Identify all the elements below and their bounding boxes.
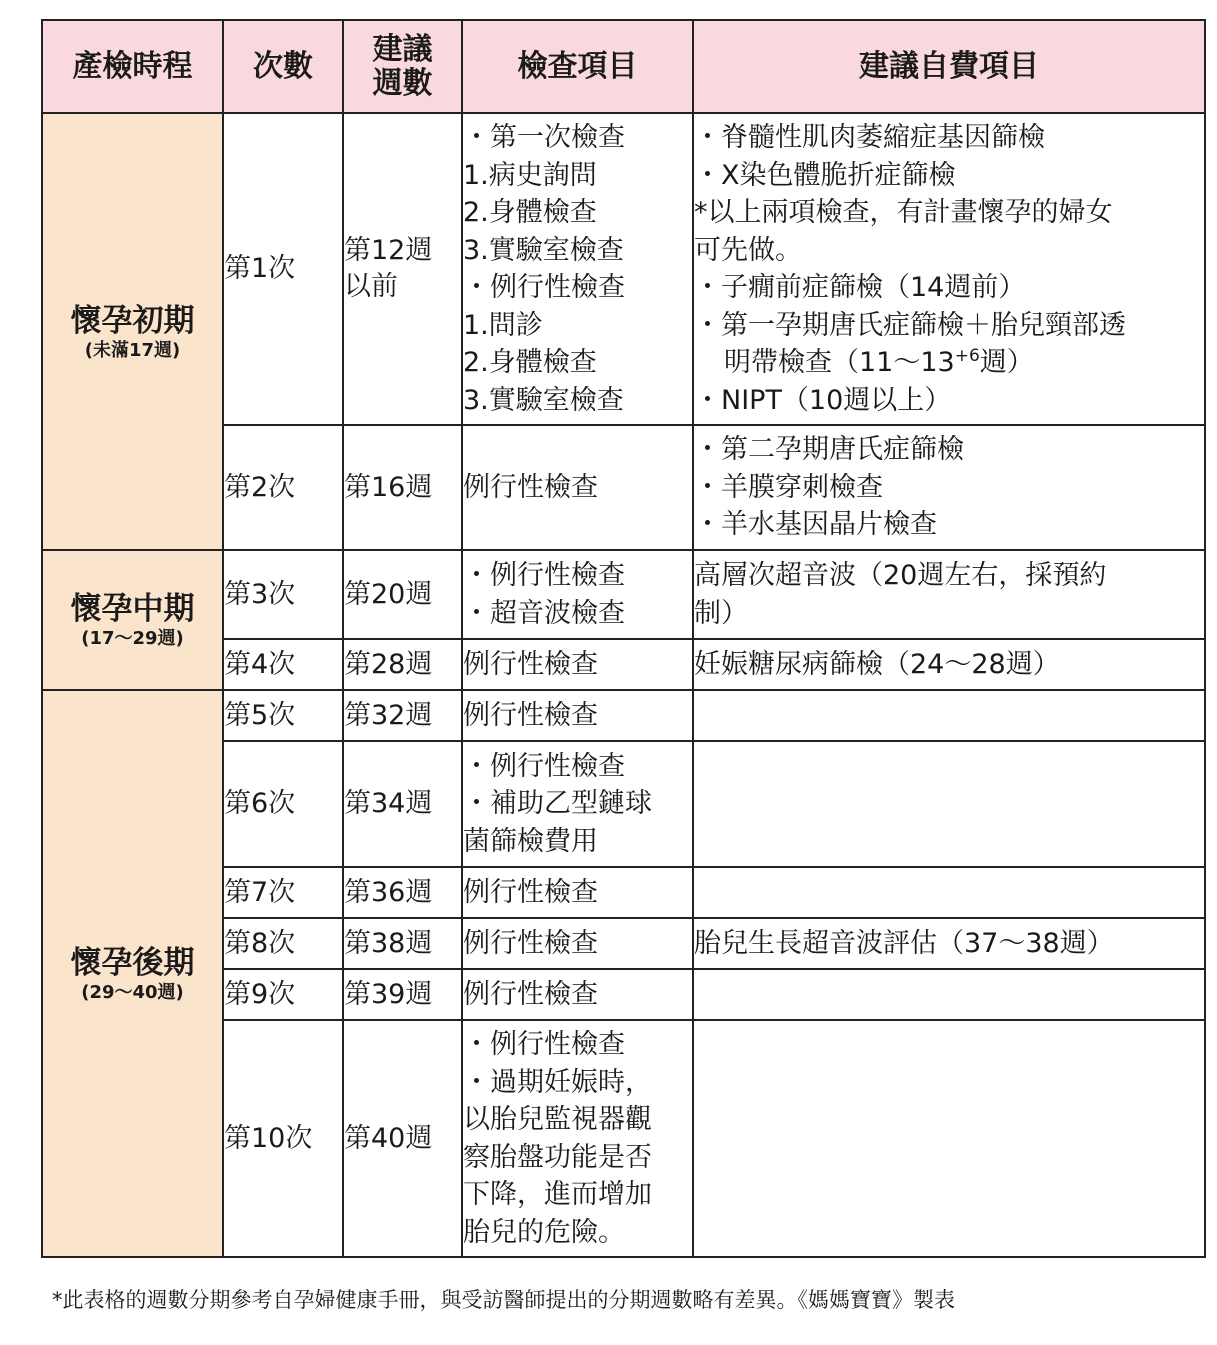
- self-pay-items: 胎兒生長超音波評估（37～38週）: [693, 918, 1205, 969]
- check-items: 例行性檢查: [462, 867, 693, 918]
- header-count: 次數: [223, 20, 343, 113]
- item-line: ・例行性檢查: [463, 272, 625, 303]
- phase-early: [42, 113, 223, 550]
- check-items: 例行性檢查: [462, 639, 693, 690]
- fee-line: [694, 344, 1204, 382]
- visit-week: 第28週: [343, 639, 462, 690]
- visit-week: 第32週: [343, 690, 462, 741]
- visit-week: 第36週: [343, 867, 462, 918]
- self-pay-items: [693, 113, 1205, 425]
- check-items: [462, 113, 693, 425]
- visit-count: 第7次: [223, 867, 343, 918]
- visit-week: [343, 113, 462, 425]
- phase-mid-range: (17～29週): [81, 628, 184, 649]
- item-line: 1.病史詢問: [463, 159, 597, 191]
- item-line: 2.身體檢查: [463, 347, 597, 378]
- item-line: ・例行性檢查: [463, 750, 625, 782]
- fee-line: ・NIPT（10週以上）: [694, 384, 952, 416]
- fee-superscript: +6: [954, 346, 980, 366]
- self-pay-items: [693, 867, 1205, 918]
- fee-line-text: 週）: [979, 347, 1034, 378]
- item-line: ・過期妊娠時，: [463, 1066, 652, 1098]
- visit-count: 第4次: [223, 639, 343, 690]
- table-row: [42, 113, 1205, 425]
- item-line: 菌篩檢費用: [463, 825, 598, 857]
- fee-line: ・X染色體脆折症篩檢: [694, 159, 956, 191]
- visit-count: 第2次: [223, 425, 343, 550]
- fee-line: ・羊水基因晶片檢查: [694, 509, 937, 541]
- check-items: [462, 550, 693, 639]
- visit-count: 第9次: [223, 969, 343, 1020]
- item-line: 察胎盤功能是否: [463, 1141, 652, 1173]
- visit-count: 第5次: [223, 690, 343, 741]
- fee-line: 可先做。: [694, 234, 802, 266]
- fee-line: 高層次超音波（20週左右，採預約: [694, 560, 1107, 591]
- visit-week: 第16週: [343, 425, 462, 550]
- header-items: 檢查項目: [462, 20, 693, 113]
- check-items: 例行性檢查: [462, 969, 693, 1020]
- visit-count: 第1次: [223, 113, 343, 425]
- fee-line: *以上兩項檢查，有計畫懷孕的婦女: [694, 197, 1113, 228]
- fee-line: ・子癇前症篩檢（14週前）: [694, 272, 1026, 303]
- visit-count: 第10次: [223, 1020, 343, 1257]
- item-line: 以胎兒監視器觀: [463, 1104, 652, 1135]
- check-items: 例行性檢查: [462, 690, 693, 741]
- item-line: 3.實驗室檢查: [463, 384, 624, 416]
- item-line: ・例行性檢查: [463, 1029, 625, 1060]
- phase-late: [42, 690, 223, 1257]
- phase-late-name: 懷孕後期: [70, 944, 195, 981]
- phase-early-name: 懷孕初期: [70, 302, 195, 339]
- visit-count: 第6次: [223, 741, 343, 867]
- fee-line-text: 明帶檢查（11～13: [724, 347, 955, 378]
- header-week: [343, 20, 462, 113]
- check-items: [462, 1020, 693, 1257]
- visit-count: 第8次: [223, 918, 343, 969]
- table-header-row: [42, 20, 1205, 113]
- header-phase: 產檢時程: [42, 20, 223, 113]
- footnote: *此表格的週數分期參考自孕婦健康手冊，與受訪醫師提出的分期週數略有差異。《媽媽寶寶》製表: [52, 1288, 955, 1312]
- visit-count: 第3次: [223, 550, 343, 639]
- visit-week: 第40週: [343, 1020, 462, 1257]
- table-row: [42, 550, 1205, 639]
- visit-week: 第38週: [343, 918, 462, 969]
- phase-early-range: (未滿17週): [84, 339, 181, 361]
- visit-week: 第34週: [343, 741, 462, 867]
- check-items: 例行性檢查: [462, 425, 693, 550]
- self-pay-items: [693, 741, 1205, 867]
- item-line: ・補助乙型鏈球: [463, 788, 652, 820]
- item-line: 胎兒的危險。: [463, 1216, 625, 1248]
- visit-week: 第39週: [343, 969, 462, 1020]
- self-pay-items: [693, 425, 1205, 550]
- item-line: 3.實驗室檢查: [463, 234, 624, 266]
- phase-late-range: (29～40週): [81, 981, 184, 1003]
- fee-line: ・第一孕期唐氏症篩檢＋胎兒頸部透: [694, 309, 1126, 341]
- self-pay-items: [693, 690, 1205, 741]
- self-pay-items: 妊娠糖尿病篩檢（24～28週）: [693, 639, 1205, 690]
- fee-line: ・羊膜穿刺檢查: [694, 471, 883, 503]
- fee-line: 制）: [694, 597, 748, 629]
- header-week-line1: 建議: [372, 31, 433, 67]
- item-line: ・例行性檢查: [463, 560, 625, 591]
- header-week-line2: 週數: [372, 65, 433, 101]
- week-line: 以前: [344, 271, 398, 302]
- item-line: ・超音波檢查: [463, 597, 625, 629]
- item-line: 下降，進而增加: [463, 1179, 652, 1210]
- check-items: [462, 741, 693, 867]
- fee-line: ・脊髓性肌肉萎縮症基因篩檢: [694, 122, 1045, 153]
- fee-line: ・第二孕期唐氏症篩檢: [694, 434, 964, 466]
- phase-mid-name: 懷孕中期: [70, 591, 195, 627]
- check-items: 例行性檢查: [462, 918, 693, 969]
- prenatal-schedule-table: [41, 19, 1206, 1258]
- visit-week: 第20週: [343, 550, 462, 639]
- self-pay-items: [693, 1020, 1205, 1257]
- header-fee: 建議自費項目: [693, 20, 1205, 113]
- self-pay-items: [693, 969, 1205, 1020]
- week-line: 第12週: [344, 235, 433, 266]
- item-line: 1.問診: [463, 309, 543, 341]
- phase-mid: [42, 550, 223, 690]
- table-row: [42, 690, 1205, 741]
- self-pay-items: [693, 550, 1205, 639]
- item-line: ・第一次檢查: [463, 122, 625, 153]
- item-line: 2.身體檢查: [463, 197, 597, 228]
